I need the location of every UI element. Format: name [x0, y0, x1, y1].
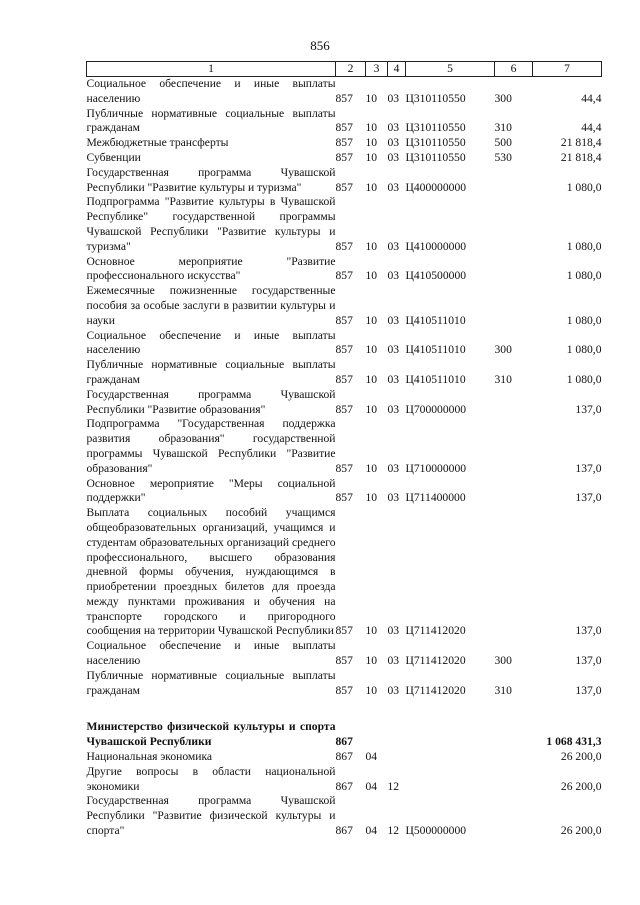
cell-gr: 857 [335, 150, 353, 164]
cell-sum: 1 080,0 [566, 180, 602, 194]
cell-vr [495, 388, 533, 418]
table-row [87, 284, 602, 328]
cell-pr: 03 [387, 269, 400, 283]
cell-sum: 137,0 [575, 461, 602, 475]
col-header-1: 1 [87, 62, 336, 77]
cell-csr: Ц711412020 [405, 624, 466, 638]
cell-pr [388, 720, 406, 750]
cell-rz: 10 [365, 269, 378, 283]
cell-gr: 857 [335, 313, 353, 327]
cell-name: Министерство физической культуры и спорта Чувашской Республики [86, 720, 336, 749]
cell-vr [495, 417, 533, 476]
table-row [87, 765, 602, 795]
cell-csr: Ц500000000 [405, 824, 467, 838]
table-row [87, 136, 602, 151]
cell-pr: 03 [387, 372, 400, 386]
cell-pr: 03 [387, 343, 400, 357]
cell-csr: Ц711412020 [405, 654, 466, 668]
col-header-4: 4 [388, 62, 406, 77]
cell-csr: Ц700000000 [405, 402, 467, 416]
cell-sum: 26 200,0 [560, 824, 602, 838]
col-header-7: 7 [533, 62, 602, 77]
cell-name: Национальная экономика [86, 750, 213, 764]
cell-gr: 857 [335, 491, 353, 505]
cell-gr: 857 [335, 402, 353, 416]
table-row [87, 417, 602, 476]
cell-sum: 1 068 431,3 [546, 735, 602, 749]
cell-rz: 04 [365, 824, 378, 838]
cell-pr: 03 [387, 313, 400, 327]
cell-sum: 137,0 [575, 402, 602, 416]
cell-pr: 03 [387, 402, 400, 416]
cell-name: Субвенции [86, 150, 141, 164]
cell-vr: 530 [494, 150, 512, 164]
table-row [87, 195, 602, 254]
cell-csr: Ц310110550 [405, 136, 466, 150]
page-number: 856 [310, 38, 330, 53]
cell-pr: 03 [387, 654, 400, 668]
cell-name: Государственная программа Чувашской Республики "Развитие физической культуры и спорта" [86, 794, 336, 838]
cell-csr: Ц400000000 [405, 180, 467, 194]
table-row [87, 388, 602, 418]
cell-sum: 1 080,0 [566, 269, 602, 283]
cell-rz: 10 [365, 372, 378, 386]
cell-pr: 03 [387, 121, 400, 135]
cell-pr: 12 [387, 779, 400, 793]
col-header-5: 5 [406, 62, 495, 77]
spacer-row [87, 698, 602, 720]
cell-csr [406, 750, 495, 765]
table-row [87, 166, 602, 196]
cell-vr [495, 195, 533, 254]
table-row [87, 506, 602, 639]
cell-sum: 21 818,4 [560, 150, 602, 164]
cell-name: Социальное обеспечение и иные выплаты населению [86, 328, 336, 357]
cell-name: Межбюджетные трансферты [86, 136, 229, 150]
cell-vr [495, 794, 533, 838]
cell-sum: 1 080,0 [566, 313, 602, 327]
cell-pr: 03 [387, 136, 400, 150]
cell-pr: 03 [387, 624, 400, 638]
cell-pr: 03 [387, 683, 400, 697]
cell-sum: 44,4 [581, 91, 602, 105]
col-header-6: 6 [495, 62, 533, 77]
cell-sum: 137,0 [575, 654, 602, 668]
cell-gr: 867 [335, 824, 353, 838]
cell-vr [495, 765, 533, 795]
cell-rz: 10 [365, 239, 378, 253]
table-row [87, 477, 602, 507]
cell-rz: 10 [365, 121, 378, 135]
cell-gr: 857 [335, 461, 353, 475]
cell-sum: 21 818,4 [560, 136, 602, 150]
cell-gr: 857 [335, 91, 353, 105]
cell-name: Социальное обеспечение и иные выплаты населению [86, 639, 336, 668]
cell-gr: 857 [335, 121, 353, 135]
cell-name: Основное мероприятие "Развитие профессионального искусства" [86, 254, 336, 283]
cell-rz: 10 [365, 180, 378, 194]
cell-pr [388, 750, 406, 765]
cell-sum: 26 200,0 [560, 750, 602, 764]
cell-rz: 10 [365, 91, 378, 105]
cell-name: Социальное обеспечение и иные выплаты населению [86, 77, 336, 105]
cell-pr: 03 [387, 461, 400, 475]
table-body [87, 77, 602, 839]
cell-pr: 03 [387, 239, 400, 253]
cell-vr [495, 750, 533, 765]
cell-pr: 12 [387, 824, 400, 838]
cell-rz: 10 [365, 343, 378, 357]
cell-sum: 44,4 [581, 121, 602, 135]
cell-vr: 300 [494, 343, 512, 357]
cell-sum: 137,0 [575, 491, 602, 505]
cell-vr [495, 506, 533, 639]
cell-pr: 03 [387, 491, 400, 505]
cell-rz: 10 [365, 136, 378, 150]
cell-sum: 1 080,0 [566, 343, 602, 357]
cell-csr: Ц310110550 [405, 121, 466, 135]
cell-rz: 10 [365, 624, 378, 638]
cell-csr: Ц710000000 [405, 461, 467, 475]
cell-rz: 10 [365, 491, 378, 505]
cell-name: Основное мероприятие "Меры социальной поддержки" [86, 476, 336, 505]
cell-gr: 857 [335, 372, 353, 386]
cell-sum: 137,0 [575, 683, 602, 697]
table-row [87, 669, 602, 699]
cell-vr [495, 166, 533, 196]
cell-rz: 10 [365, 461, 378, 475]
cell-gr: 857 [335, 654, 353, 668]
cell-csr: Ц711412020 [405, 683, 466, 697]
cell-vr [495, 720, 533, 750]
cell-csr: Ц410000000 [405, 239, 467, 253]
col-header-2: 2 [336, 62, 366, 77]
cell-name: Подпрограмма "Государственная поддержка развития образования" государственной программы Чувашской Республики "Развитие образования" [86, 417, 336, 475]
cell-sum: 1 080,0 [566, 239, 602, 253]
table-row [87, 77, 602, 107]
cell-vr: 300 [494, 91, 512, 105]
cell-gr: 867 [335, 779, 353, 793]
cell-csr [406, 720, 495, 750]
table-row [87, 151, 602, 166]
cell-name: Другие вопросы в области национальной экономики [86, 764, 336, 793]
cell-name: Публичные нормативные социальные выплаты гражданам [86, 106, 336, 135]
cell-csr: Ц410511010 [405, 313, 466, 327]
cell-csr: Ц310110550 [405, 91, 466, 105]
cell-rz: 10 [365, 683, 378, 697]
cell-vr: 310 [494, 683, 512, 697]
col-header-3: 3 [366, 62, 388, 77]
cell-pr: 03 [387, 150, 400, 164]
cell-csr: Ц410511010 [405, 343, 466, 357]
cell-name: Государственная программа Чувашской Республики "Развитие культуры и туризма" [86, 165, 336, 194]
cell-csr [406, 765, 495, 795]
header-row [87, 62, 602, 77]
table-row [87, 107, 602, 137]
cell-csr: Ц410500000 [405, 269, 467, 283]
cell-rz [366, 720, 388, 750]
cell-gr: 857 [335, 624, 353, 638]
cell-gr: 857 [335, 683, 353, 697]
cell-name: Подпрограмма "Развитие культуры в Чувашской Республике" государственной программы Чувашской Республики "Развитие культуры и туризма" [86, 195, 336, 253]
cell-gr: 857 [335, 343, 353, 357]
cell-name: Ежемесячные пожизненные государственные пособия за особые заслуги в развитии культуры и науки [86, 284, 336, 327]
cell-gr: 867 [335, 735, 353, 749]
cell-vr: 300 [494, 654, 512, 668]
cell-csr: Ц711400000 [405, 491, 466, 505]
table-row [87, 358, 602, 388]
cell-name: Публичные нормативные социальные выплаты гражданам [86, 358, 336, 386]
cell-pr: 03 [387, 180, 400, 194]
cell-rz: 10 [365, 150, 378, 164]
cell-name: Публичные нормативные социальные выплаты гражданам [86, 668, 336, 697]
cell-vr [495, 255, 533, 285]
table-row [87, 720, 602, 750]
cell-csr: Ц410511010 [405, 372, 466, 386]
cell-name: Выплата социальных пособий учащимся общеобразовательных организаций, учащимся и студентам образовательных организаций среднего профессионального, высшего образования дневной формы обучения, нуждающимся в приобретении проездных билетов для проезда между пунктами проживания и обучения на транспорте городского и пригородного сообщения на территории Чувашской Республики [86, 506, 336, 638]
cell-pr: 03 [387, 91, 400, 105]
budget-table [86, 61, 602, 839]
cell-gr: 857 [335, 180, 353, 194]
cell-vr: 310 [494, 121, 512, 135]
cell-gr: 857 [335, 239, 353, 253]
cell-rz: 04 [365, 750, 378, 764]
table-row [87, 329, 602, 359]
cell-vr [495, 477, 533, 507]
cell-sum: 137,0 [575, 624, 602, 638]
cell-sum: 1 080,0 [566, 372, 602, 386]
cell-gr: 857 [335, 136, 353, 150]
cell-sum: 26 200,0 [560, 779, 602, 793]
table-row [87, 255, 602, 285]
cell-rz: 10 [365, 402, 378, 416]
table-row [87, 750, 602, 765]
cell-vr [495, 284, 533, 328]
cell-csr: Ц310110550 [405, 150, 466, 164]
cell-rz: 10 [365, 313, 378, 327]
cell-gr: 857 [335, 269, 353, 283]
cell-rz: 10 [365, 654, 378, 668]
cell-rz: 04 [365, 779, 378, 793]
table-row [87, 794, 602, 838]
table-row [87, 639, 602, 669]
cell-gr: 867 [335, 750, 353, 764]
cell-vr: 500 [494, 136, 512, 150]
cell-vr: 310 [494, 372, 512, 386]
cell-name: Государственная программа Чувашской Республики "Развитие образования" [86, 387, 336, 416]
